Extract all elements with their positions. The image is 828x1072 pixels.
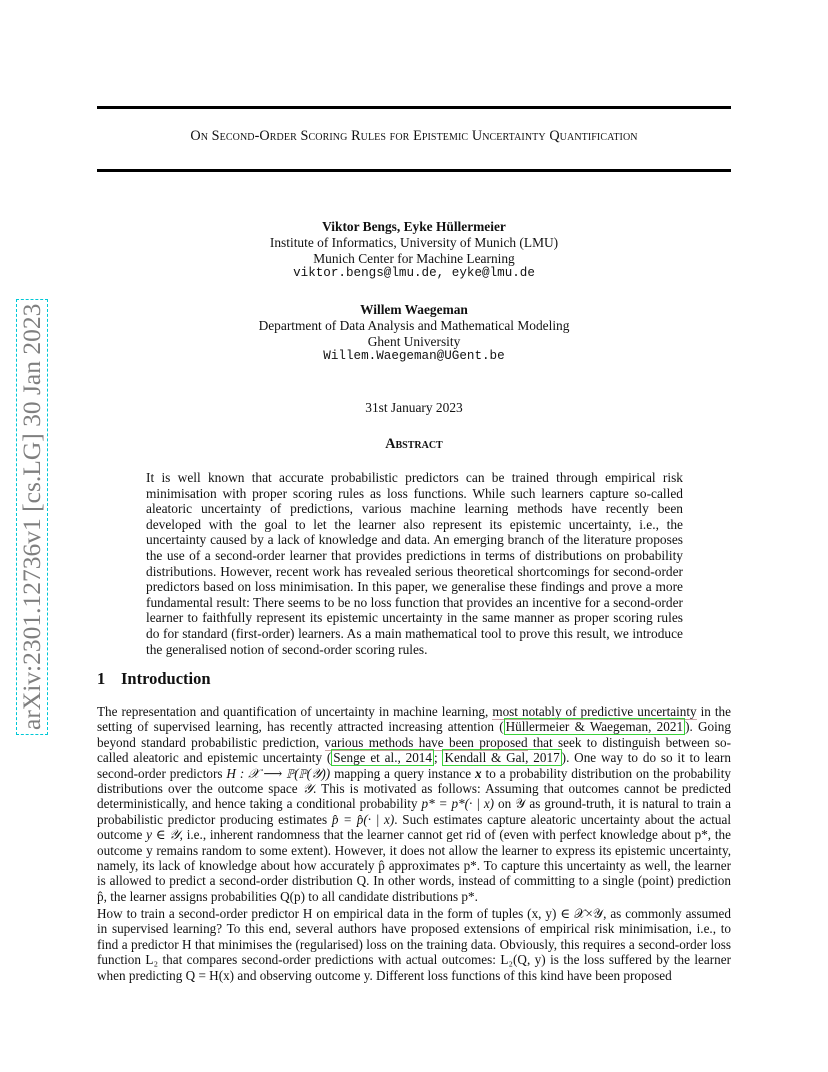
text-run: . This is motivated as follows: Assuming that outcomes cannot be predicted deterministically, and hence taking a conditional probability: [97, 781, 731, 812]
section-title: Introduction: [121, 669, 211, 688]
underlined-phrase: most notably of predictive uncertainty: [492, 704, 697, 719]
text-run: , i.e., inherent randomness that the learner cannot get rid of (even with perfect knowledge about p*, the outcome y remains random to some extent). However, it does not allow the learner to express its epistemic uncertainty, namely, its lack of knowledge about how accurately p̂ approximates p*. To capture this uncertainty as well, the learner is allowed to predict a second-order distribution Q. In other words, instead of committing to a single (point) prediction p̂, the learner assigns probabilities Q(p) to all candidate distributions p*.: [97, 827, 731, 904]
author-block-2: [97, 302, 731, 365]
text-run: in the setting of supervised learning, has recently attracted increasing attention (: [97, 704, 732, 735]
underlined-phrase: various methods have been proposed: [324, 734, 528, 750]
text-run: ;: [433, 750, 443, 766]
author-names: Viktor Bengs, Eyke Hüllermeier: [322, 219, 506, 234]
author-block-1: [97, 219, 731, 282]
text-run: ). One way to do so it to learn second-order predictors: [97, 750, 731, 781]
math-inline: p̂ = p̂(· | x): [331, 811, 395, 827]
text-run: mapping a query instance: [330, 765, 476, 781]
affiliation: Ghent University: [367, 333, 461, 349]
affiliation: Munich Center for Machine Learning: [313, 250, 515, 266]
text-run: The representation and quantification of uncertainty in machine learning,: [97, 704, 493, 719]
paper-title: On Second-Order Scoring Rules for Epistemic Uncertainty Quantification: [190, 128, 638, 144]
section-number: 1: [97, 669, 106, 688]
text-run: ). Going beyond standard probabilistic prediction,: [97, 719, 731, 750]
affiliation: Department of Data Analysis and Mathematical Modeling: [258, 317, 570, 333]
math-inline: H : 𝒳 ⟶ ℙ(ℙ(𝒴)): [226, 765, 331, 781]
text-run: that seek to distinguish between so-called aleatoric and epistemic uncertainty (: [97, 734, 732, 766]
citation-link[interactable]: Kendall & Gal, 2017: [444, 750, 560, 766]
citation-link[interactable]: Hüllermeier & Waegeman, 2021: [505, 719, 684, 735]
text-run: . Such estimates capture aleatoric uncertainty about the actual outcome: [97, 811, 731, 843]
arxiv-id[interactable]: arXiv:2301.12736v1 [cs.LG] 30 Jan 2023: [16, 299, 48, 735]
affiliation: Institute of Informatics, University of Munich (LMU): [269, 234, 559, 250]
paper-date: 31st January 2023: [365, 400, 463, 415]
math-inline: 𝒴: [302, 781, 313, 797]
math-inline: x: [475, 765, 482, 781]
title-rule-top: [97, 106, 731, 109]
text-run: to a probability distribution on the probability distributions over the outcome space: [97, 765, 731, 797]
arxiv-sidebar-stamp[interactable]: [16, 299, 48, 735]
author-emails: viktor.bengs@lmu.de, eyke@lmu.de: [293, 266, 535, 281]
title-rule-bottom: [97, 169, 731, 172]
math-inline: y ∈ 𝒴: [146, 827, 180, 843]
intro-paragraph-1: [97, 704, 731, 904]
text-run: on 𝒴 as ground-truth, it is natural to train a probabilistic predictor producing estimates: [97, 796, 731, 827]
author-emails: Willem.Waegeman@UGent.be: [323, 349, 505, 364]
author-names: Willem Waegeman: [360, 302, 468, 317]
abstract-heading: Abstract: [385, 436, 443, 452]
section-heading: [97, 669, 211, 689]
math-inline: p* = p*(· | x): [421, 796, 495, 812]
intro-paragraph-2: How to train a second-order predictor H on empirical data in the form of tuples (x, y) ∈ 𝒳×𝒴, as commonly assumed in supervised learning? To this end, several authors have proposed extensions of empirical risk minimisation, i.e., to find a predictor H that minimises the (regularised) loss on the training data. Obviously, this requires a second-order loss function L₂ that compares second-order predictions with actual outcomes: L₂(Q, y) is the loss suffered by the learner when predicting Q = H(x) and observing outcome y. Different loss functions of this kind have been proposed: [97, 906, 731, 983]
abstract-body: It is well known that accurate probabilistic predictors can be trained through empirical risk minimisation with proper scoring rules as loss functions. While such learners capture so-called aleatoric uncertainty of predictions, various machine learning methods have recently been developed with the goal to let the learner also represent its epistemic uncertainty, i.e., the uncertainty caused by a lack of knowledge and data. An emerging branch of the literature proposes the use of a second-order learner that provides predictions in terms of distributions on probability distributions. However, recent work has revealed serious theoretical shortcomings for second-order predictors based on loss minimisation. In this paper, we generalise these findings and prove a more fundamental result: There seems to be no loss function that provides an incentive for a second-order learner to faithfully represent its epistemic uncertainty in the same manner as proper scoring rules do for standard (first-order) learners. As a main mathematical tool to prove this result, we introduce the generalised notion of second-order scoring rules.: [146, 470, 683, 657]
citation-link[interactable]: Senge et al., 2014: [333, 750, 432, 766]
